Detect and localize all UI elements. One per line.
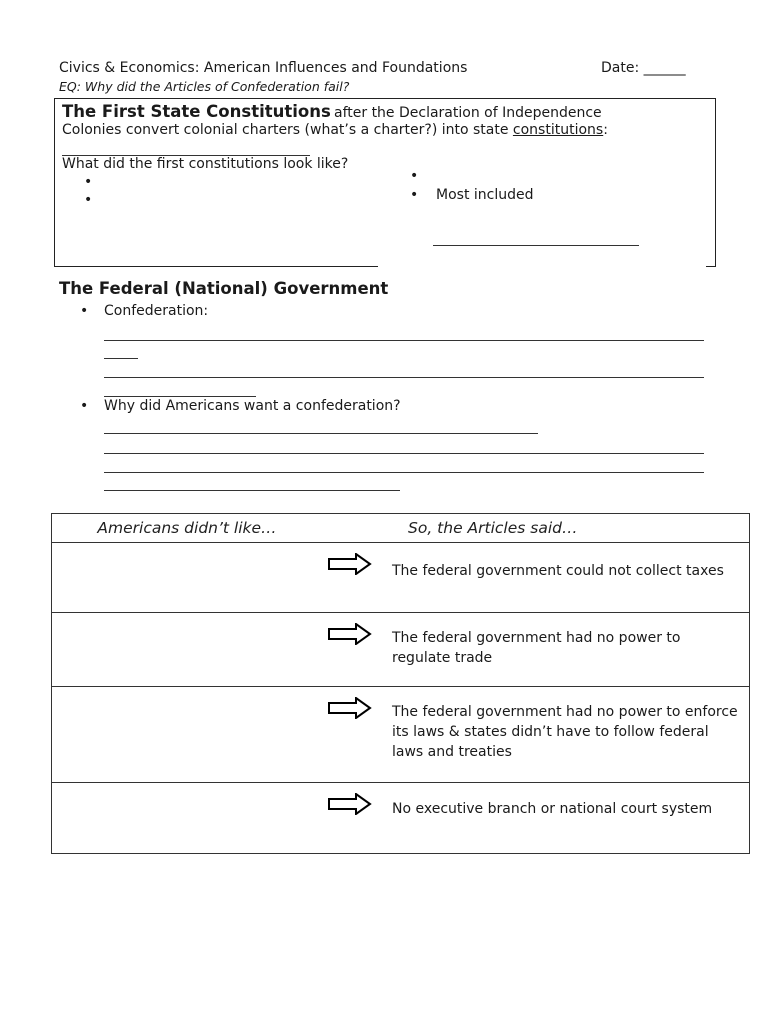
answer-cell[interactable] [52,783,323,854]
articles-said-cell [392,543,750,613]
answer-blank-line[interactable] [104,396,256,397]
date-label: Date: ______ [601,60,686,76]
answer-blank-line[interactable] [104,453,704,454]
table-row [52,783,750,854]
colonies-line-colon: : [603,122,608,138]
header-americans-didnt-like: Americans didn’t like… [52,514,323,543]
right-arrow-icon [328,553,372,575]
answer-blank-line[interactable] [104,340,704,341]
why-confederation-question: Why did Americans want a confederation? [104,398,401,414]
articles-table [51,513,750,854]
answer-blank-line[interactable] [104,472,704,473]
table-row [52,687,750,783]
arrow-cell [322,613,392,687]
confederation-label: Confederation: [104,303,209,319]
course-title: Civics & Economics: American Influences and Foundations [59,60,468,76]
bullet-dot-icon: • [80,303,89,319]
articles-said-text: The federal government had no power to enforce its laws & states didn’t have to follow federal laws and treaties [392,704,738,760]
articles-said-cell [392,687,750,783]
answer-blank-line[interactable] [104,490,400,491]
bullet-dot-icon: • [410,187,419,203]
table-header-row [52,514,750,543]
section-box-right-border [715,98,716,266]
essential-question: EQ: Why did the Articles of Confederation fail? [59,79,350,94]
answer-cell[interactable] [52,613,323,687]
right-arrow-icon [328,623,372,645]
bullet-dot-icon: • [84,174,93,190]
articles-said-cell [392,783,750,854]
answer-blank-line[interactable] [104,358,138,359]
articles-said-text: The federal government had no power to regulate trade [392,630,681,666]
most-included-text: Most included [436,187,534,203]
articles-said-text: No executive branch or national court system [392,801,713,817]
answer-cell[interactable] [52,543,323,613]
articles-said-cell [392,613,750,687]
header-articles-said: So, the Articles said… [322,514,750,543]
section-box-top-border [54,98,716,99]
colonies-line-text: Colonies convert colonial charters (what’s a charter?) into state [62,122,513,138]
section-box-bottom-border [54,266,378,267]
right-arrow-icon [328,793,372,815]
constitutions-question: What did the first constitutions look like? [62,156,349,172]
section-box-bottom-border-end [706,266,716,267]
table-row [52,543,750,613]
arrow-cell [322,687,392,783]
arrow-cell [322,783,392,854]
right-arrow-icon [328,697,372,719]
constitutions-underlined: constitutions [512,122,604,138]
state-constitutions-subtitle: after the Declaration of Independence [334,105,602,121]
answer-blank-line[interactable] [433,245,639,246]
bullet-dot-icon: • [80,398,89,414]
answer-blank-line[interactable] [104,433,538,434]
federal-government-title: The Federal (National) Government [59,279,389,298]
bullet-dot-icon: • [84,192,93,208]
arrow-cell [322,543,392,613]
articles-said-text: The federal government could not collect taxes [392,563,724,579]
section-box-left-border [54,98,55,266]
table-row [52,613,750,687]
bullet-dot-icon: • [410,168,419,184]
state-constitutions-title: The First State Constitutions [62,102,331,121]
colonies-convert-line [62,122,608,138]
answer-blank-line[interactable] [104,377,704,378]
answer-cell[interactable] [52,687,323,783]
